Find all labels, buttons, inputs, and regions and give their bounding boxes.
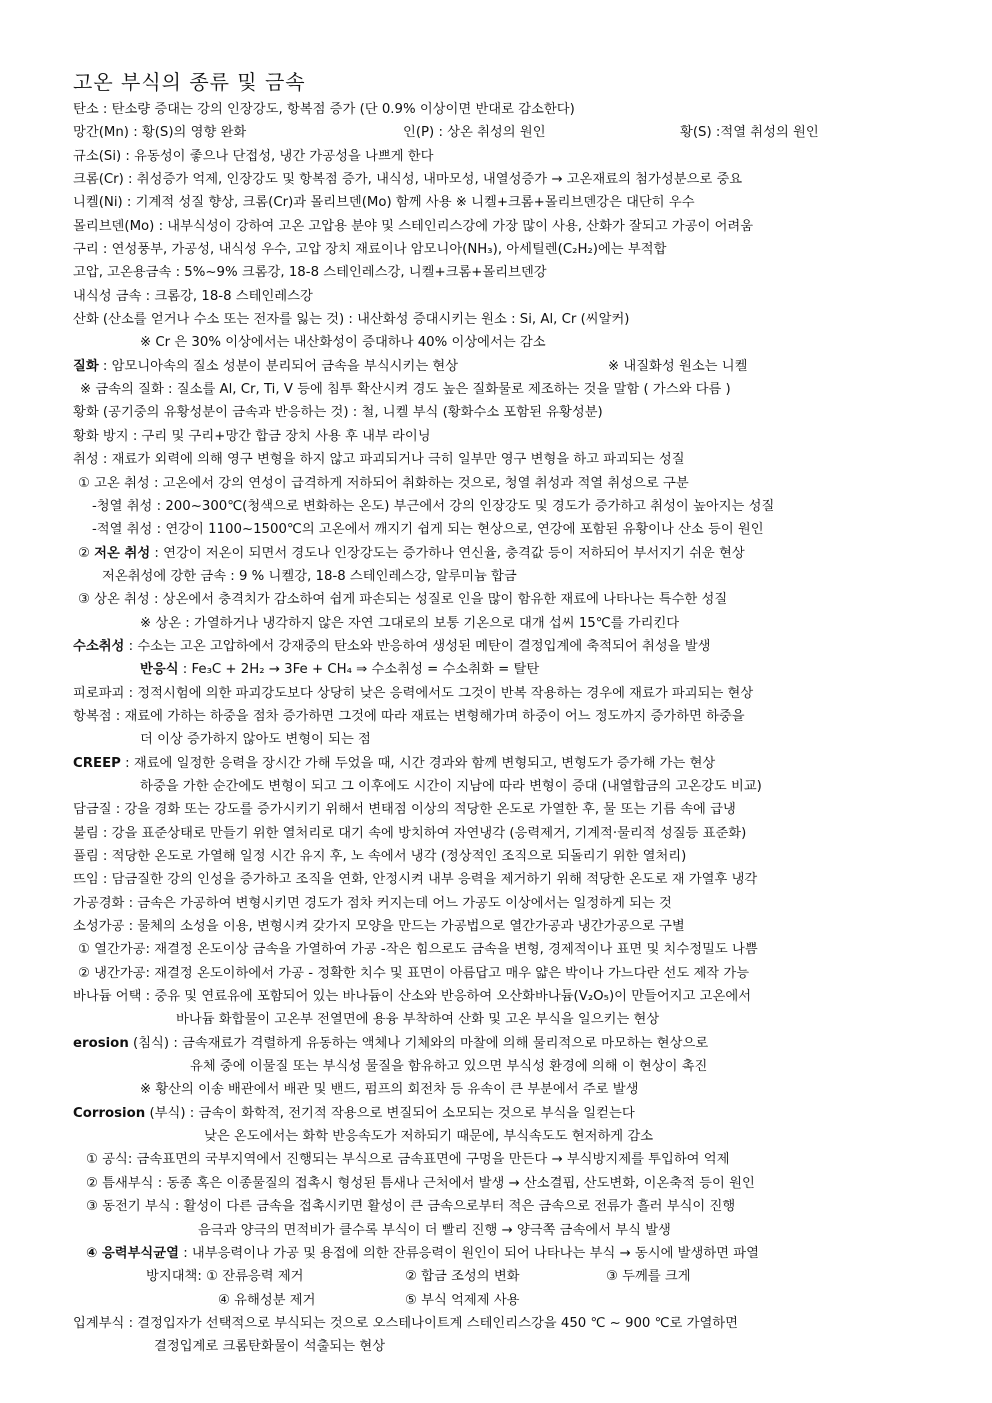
text-line	[0, 1055, 992, 1078]
text-line	[0, 1008, 992, 1031]
text-segment: ④ 유해성분 제거	[218, 1292, 316, 1308]
text-line	[0, 238, 992, 261]
text-line	[0, 542, 992, 565]
text-segment: 황(S) :적열 취성의 원인	[680, 125, 819, 141]
text-segment: : 수소는 고온 고압하에서 강재중의 탄소와 반응하여 생성된 메탄이 결정입계에 축적되어 취성을 발생	[124, 638, 711, 654]
text-segment: 하중을 가한 순간에도 변형이 되고 그 이후에도 시간이 지남에 따라 변형이 증대 (내열합금의 고온강도 비교)	[140, 778, 762, 794]
text-line	[0, 308, 992, 331]
text-segment: 항복점 : 재료에 가하는 하중을 점차 증가하면 그것에 따라 재료는 변형해가며 하중이 어느 정도까지 증가하면 하중을	[73, 708, 745, 724]
text-segment: 결정입계로 크롬탄화물이 석출되는 현상	[154, 1339, 386, 1355]
text-segment: 크롬(Cr) : 취성증가 억제, 인장강도 및 항복점 증가, 내식성, 내마모성, 내열성증가 → 고온재료의 첨가성분으로 중요	[73, 172, 743, 188]
text-line	[0, 822, 992, 845]
text-line	[0, 448, 992, 471]
text-segment: ② 합금 조성의 변화	[405, 1269, 520, 1285]
bold-term: Corrosion	[73, 1105, 146, 1121]
text-segment: 탄소 : 탄소량 증대는 강의 인장강도, 항복점 증가 (단 0.9% 이상이면 반대로 감소한다)	[73, 102, 575, 117]
text-segment: ※ 금속의 질화 : 질소를 Al, Cr, Ti, V 등에 침투 확산시켜 경도 높은 질화물로 제조하는 것을 말함 ( 가스와 다름 )	[80, 382, 731, 398]
text-segment: -청열 취성 : 200~300℃(청색으로 변화하는 온도) 부근에서 강의 인장강도 및 경도가 증가하고 취성이 높아지는 성질	[92, 498, 775, 514]
text-line	[0, 845, 992, 868]
text-segment: ③ 두께를 크게	[606, 1269, 691, 1285]
text-segment: 내식성 금속 : 크롬강, 18-8 스테인레스강	[73, 288, 313, 304]
text-segment: 황화 (공기중의 유황성분이 금속과 반응하는 것) : 철, 니켈 부식 (황화수소 포함된 유황성분)	[73, 405, 603, 421]
text-segment: 인(P) : 상온 취성의 원인	[403, 125, 546, 141]
text-segment: 저온취성에 강한 금속 : 9 % 니켈강, 18-8 스테인레스강, 알루미늄 합금	[102, 568, 517, 584]
text-segment: ③ 상온 취성 : 상온에서 충격치가 감소하여 쉽게 파손되는 성질로 인을 많이 함유한 재료에 나타나는 특수한 성질	[78, 592, 728, 608]
bold-term: 질화	[73, 358, 99, 374]
text-segment: 니켈(Ni) : 기계적 성질 향상, 크롬(Cr)과 몰리브덴(Mo) 함께 사용 ※ 니켈+크롬+몰리브덴강은 대단히 우수	[73, 195, 695, 211]
text-segment: 뜨임 : 담금질한 강의 인성을 증가하고 조직을 연화, 안정시켜 내부 응력을 제거하기 위해 적당한 온도로 재 가열후 냉각	[73, 872, 758, 888]
text-segment: 망간(Mn) : 황(S)의 영향 완화	[73, 125, 247, 141]
text-line	[0, 1195, 992, 1218]
text-segment: ② 냉간가공: 재결정 온도이하에서 가공 - 정확한 치수 및 표면이 아름답고 매우 얇은 박이나 가느다란 선도 제작 가능	[78, 965, 750, 981]
text-segment: 방지대책: ① 잔류응력 제거	[146, 1269, 304, 1285]
text-segment: 규소(Si) : 유동성이 좋으나 단접성, 냉간 가공성을 나쁘게 한다	[73, 148, 434, 164]
text-segment: 취성 : 재료가 외력에 의해 영구 변형을 하지 않고 파괴되거나 극히 일부만 영구 변형을 하고 파괴되는 성질	[73, 452, 685, 468]
text-line	[0, 285, 992, 308]
text-segment: ②	[78, 545, 95, 561]
bold-term: ④ 응력부식균열	[86, 1245, 179, 1261]
text-line	[0, 1312, 992, 1335]
text-line	[0, 401, 992, 424]
text-segment: 불림 : 강을 표준상태로 만들기 위한 열처리로 대기 속에 방치하여 자연냉각 (응력제거, 기계적·물리적 성질등 표준화)	[73, 825, 747, 841]
text-segment: ⑤ 부식 억제제 사용	[405, 1292, 520, 1308]
text-segment: : 연강이 저온이 되면서 경도나 인장강도는 증가하나 연신율, 충격값 등이 저하되어 부서지기 쉬운 현상	[150, 545, 745, 561]
text-line	[0, 472, 992, 495]
text-line	[0, 518, 992, 541]
text-line	[0, 1172, 992, 1195]
text-segment: 피로파괴 : 정적시험에 의한 파괴강도보다 상당히 낮은 응력에서도 그것이 반복 작용하는 경우에 재료가 파괴되는 현상	[73, 685, 754, 701]
text-segment: 소성가공 : 물체의 소성을 이용, 변형시켜 갖가지 모양을 만드는 가공법으로 열간가공과 냉간가공으로 구별	[73, 919, 685, 935]
text-line	[0, 705, 992, 728]
text-line	[0, 1078, 992, 1101]
text-body	[0, 98, 992, 1359]
text-segment: ② 틈새부식 : 동종 혹은 이종물질의 접촉시 형성된 틈새나 근처에서 발생 → 산소결핍, 산도변화, 이온축적 등이 원인	[86, 1175, 755, 1191]
text-line	[0, 798, 992, 821]
text-line	[0, 752, 992, 775]
text-line	[0, 775, 992, 798]
text-segment: : 재료에 일정한 응력을 장시간 가해 두었을 때, 시간 경과와 함께 변형되고, 변형도가 증가해 가는 현상	[120, 755, 716, 771]
text-segment: ※ 상온 : 가열하거나 냉각하지 않은 자연 그대로의 보통 기온으로 대개 섭씨 15℃를 가리킨다	[140, 615, 680, 631]
text-line	[0, 495, 992, 518]
text-segment: : Fe₃C + 2H₂ → 3Fe + CH₄ ⇒ 수소취성 = 수소취화 = 탈탄	[178, 662, 540, 678]
text-segment: 담금질 : 강을 경화 또는 강도를 증가시키기 위해서 변태점 이상의 적당한 온도로 가열한 후, 물 또는 기름 속에 급냉	[73, 802, 736, 818]
text-segment: 황화 방지 : 구리 및 구리+망간 합금 장치 사용 후 내부 라이닝	[73, 428, 431, 444]
page-title: 고온 부식의 종류 및 금속	[73, 70, 306, 94]
text-line	[0, 1125, 992, 1148]
text-segment: 바나듐 어택 : 중유 및 연료유에 포함되어 있는 바나듐이 산소와 반응하여 오산화바나듐(V₂O₅)이 만들어지고 고온에서	[73, 989, 752, 1005]
text-line	[0, 98, 992, 121]
text-line	[0, 191, 992, 214]
text-line	[0, 588, 992, 611]
text-line	[0, 1148, 992, 1171]
text-line	[0, 1032, 992, 1055]
text-line	[0, 378, 992, 401]
text-line	[0, 658, 992, 681]
text-line	[0, 425, 992, 448]
bold-term: erosion	[73, 1035, 129, 1051]
text-line	[0, 1219, 992, 1242]
text-line	[0, 985, 992, 1008]
text-line	[0, 565, 992, 588]
text-segment: 몰리브덴(Mo) : 내부식성이 강하여 고온 고압용 분야 및 스테인리스강에 가장 많이 사용, 산화가 잘되고 가공이 어려움	[73, 218, 754, 234]
text-line	[0, 1289, 992, 1312]
text-segment: 가공경화 : 금속은 가공하여 변형시키면 경도가 점차 커지는데 어느 가공도 이상에서는 일정하게 되는 것	[73, 895, 672, 911]
bold-term: 수소취성	[73, 638, 125, 654]
text-segment: 구리 : 연성풍부, 가공성, 내식성 우수, 고압 장치 재료이나 암모니아(NH₃), 아세틸렌(C₂H₂)에는 부적합	[73, 242, 667, 258]
text-segment: ① 열간가공: 재결정 온도이상 금속을 가열하여 가공 -작은 힘으로도 금속을 변형, 경제적이나 표면 및 치수정밀도 나쁨	[78, 942, 758, 958]
text-segment: 유체 중에 이물질 또는 부식성 물질을 함유하고 있으면 부식성 환경에 의해 이 현상이 촉진	[190, 1059, 708, 1075]
text-segment: 산화 (산소를 얻거나 수소 또는 전자를 잃는 것) : 내산화성 증대시키는 원소 : Si, Al, Cr (씨알커)	[73, 312, 630, 328]
bold-term: 저온 취성	[94, 545, 151, 561]
text-segment: (침식) : 금속재료가 격렬하게 유동하는 액체나 기체와의 마찰에 의해 물리적으로 마모하는 현상으로	[128, 1035, 709, 1051]
text-segment: ※ 내질화성 원소는 니켈	[608, 358, 748, 374]
text-line	[0, 1242, 992, 1265]
text-line	[0, 145, 992, 168]
text-line	[0, 682, 992, 705]
text-line	[0, 962, 992, 985]
text-segment: ① 공식: 금속표면의 국부지역에서 진행되는 부식으로 금속표면에 구멍을 만든다 → 부식방지제를 투입하여 억제	[86, 1152, 730, 1168]
text-segment: ③ 동전기 부식 : 활성이 다른 금속을 접촉시키면 활성이 큰 금속으로부터 적은 금속으로 전류가 흘러 부식이 진행	[86, 1199, 736, 1215]
text-line	[0, 728, 992, 751]
text-line	[0, 892, 992, 915]
text-line	[0, 168, 992, 191]
bold-term: CREEP	[73, 755, 121, 771]
text-segment: ① 고온 취성 : 고온에서 강의 연성이 급격하게 저하되어 취화하는 것으로, 청열 취성과 적열 취성으로 구분	[78, 475, 689, 491]
text-segment: ※ 황산의 이송 배관에서 배관 및 밴드, 펌프의 회전차 등 유속이 큰 부분에서 주로 발생	[140, 1082, 639, 1098]
text-segment: : 내부응력이나 가공 및 용접에 의한 잔류응력이 원인이 되어 나타나는 부식 → 동시에 발생하면 파열	[178, 1245, 759, 1261]
text-segment: 고압, 고온용금속 : 5%~9% 크롬강, 18-8 스테인레스강, 니켈+크롬+몰리브덴강	[73, 265, 547, 281]
text-segment: -적열 취성 : 연강이 1100~1500℃의 고온에서 깨지기 쉽게 되는 현상으로, 연강에 포함된 유황이나 산소 등이 원인	[92, 522, 764, 538]
text-line	[0, 1335, 992, 1358]
text-line	[0, 121, 992, 144]
text-line	[0, 215, 992, 238]
text-line	[0, 261, 992, 284]
text-segment: 더 이상 증가하지 않아도 변형이 되는 점	[140, 732, 371, 748]
text-line	[0, 1102, 992, 1125]
text-line	[0, 1265, 992, 1288]
text-line	[0, 868, 992, 891]
text-line	[0, 331, 992, 354]
text-segment: : 암모니아속의 질소 성분이 분리되어 금속을 부식시키는 현상	[98, 358, 459, 374]
text-line	[0, 635, 992, 658]
text-line	[0, 938, 992, 961]
text-segment: 낮은 온도에서는 화학 반응속도가 저하되기 때문에, 부식속도도 현저하게 감소	[204, 1129, 654, 1145]
text-segment: (부식) : 금속이 화학적, 전기적 작용으로 변질되어 소모되는 것으로 부식을 일컫는다	[145, 1105, 635, 1121]
text-line	[0, 612, 992, 635]
bold-term: 반응식	[140, 662, 179, 678]
text-segment: 음극과 양극의 면적비가 클수록 부식이 더 빨리 진행 → 양극쪽 금속에서 부식 발생	[198, 1222, 671, 1238]
text-line	[0, 355, 992, 378]
text-segment: 입계부식 : 결정입자가 선택적으로 부식되는 것으로 오스테나이트계 스테인리스강을 450 ℃ ~ 900 ℃로 가열하면	[73, 1315, 738, 1331]
text-line	[0, 915, 992, 938]
text-segment: 풀림 : 적당한 온도로 가열해 일정 시간 유지 후, 노 속에서 냉각 (정상적인 조직으로 되돌리기 위한 열처리)	[73, 849, 687, 864]
text-segment: 바나듐 화합물이 고온부 전열면에 용융 부착하여 산화 및 고온 부식을 일으키는 현상	[176, 1012, 660, 1028]
text-segment: ※ Cr 은 30% 이상에서는 내산화성이 증대하나 40% 이상에서는 감소	[140, 335, 546, 351]
